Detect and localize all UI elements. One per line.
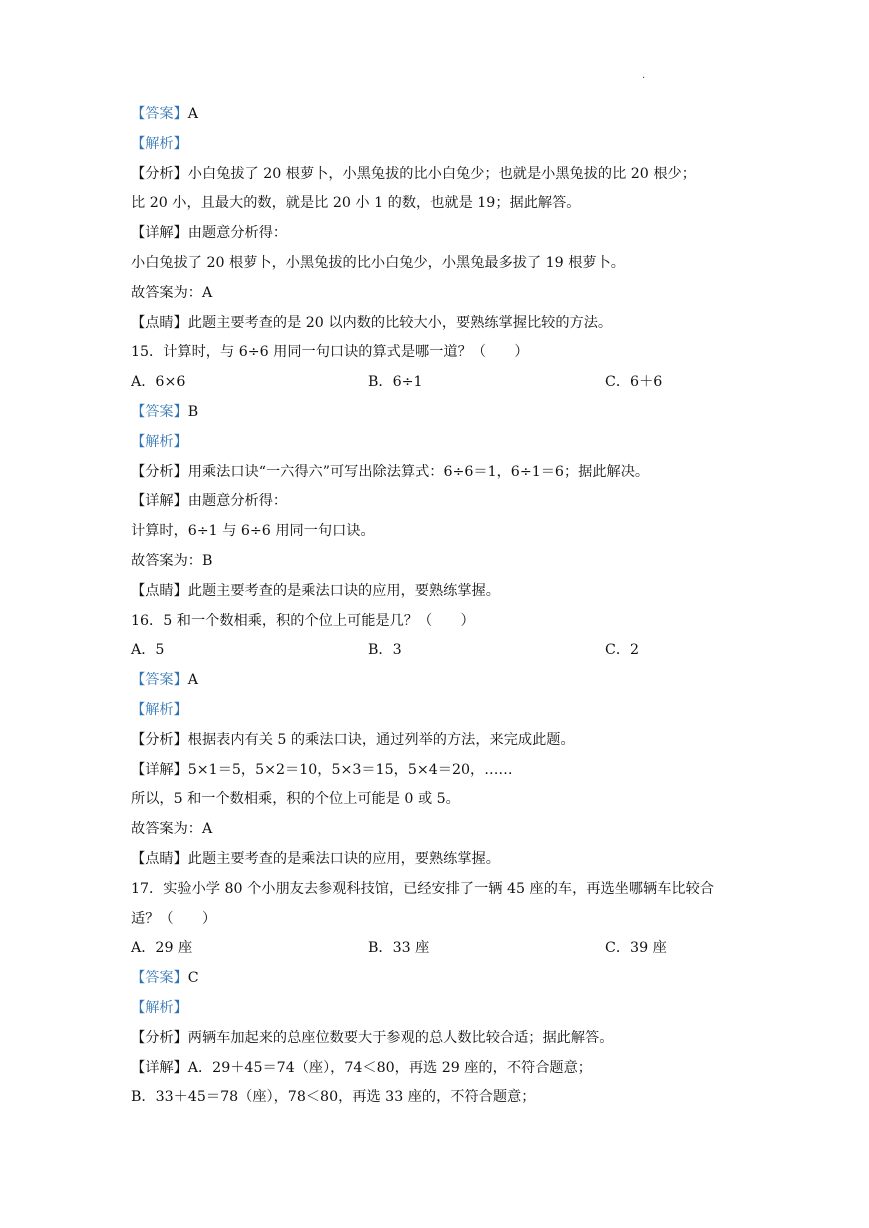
option-c: C．6＋6 xyxy=(605,374,663,391)
line-text: A xyxy=(187,106,199,122)
options-row xyxy=(131,934,751,964)
options-row xyxy=(131,636,751,666)
answer-tag: 【答案】 xyxy=(131,970,188,987)
text-line: B．33＋45＝78（座），78＜80，再选 33 座的，不符合题意； xyxy=(131,1089,536,1106)
analysis-tag: 【解析】 xyxy=(131,433,188,450)
option-a: A．5 xyxy=(131,642,165,659)
line-text: A xyxy=(187,672,199,689)
text-line: 【分析】小白兔拔了 20 根萝卜，小黑兔拔的比小白兔少；也就是小黑兔拔的比 20 根少； xyxy=(131,165,696,182)
text-line: 所以，5 和一个数相乘，积的个位上可能是 0 或 5。 xyxy=(131,791,460,808)
text-line: 【详解】由题意分析得： xyxy=(131,225,288,242)
text-line: 15．计算时，与 6÷6 用同一句口诀的算式是哪一道？（ ） xyxy=(131,344,529,361)
page-mark: . xyxy=(642,70,646,81)
answer-line xyxy=(131,398,751,428)
text-line: 计算时，6÷1 与 6÷6 用同一句口诀。 xyxy=(131,523,375,540)
option-c: C．39 座 xyxy=(605,940,667,957)
answer-tag: 【答案】 xyxy=(131,106,188,122)
line-text: C xyxy=(187,970,199,987)
answer-line xyxy=(131,100,751,130)
analysis-heading xyxy=(131,994,751,1024)
answer-line xyxy=(131,666,751,696)
option-c: C．2 xyxy=(605,642,640,659)
text-line: 【分析】两辆车加起来的总座位数要大于参观的总人数比较合适；据此解答。 xyxy=(131,1029,614,1046)
option-b: B．3 xyxy=(368,642,402,659)
document-body xyxy=(131,100,751,1113)
answer-tag: 【答案】 xyxy=(131,403,188,420)
analysis-heading xyxy=(131,696,751,726)
analysis-tag: 【解析】 xyxy=(131,135,188,152)
text-line: 【分析】根据表内有关 5 的乘法口诀，通过列举的方法，来完成此题。 xyxy=(131,731,575,748)
text-line: 【详解】A．29＋45＝74（座），74＜80，再选 29 座的，不符合题意； xyxy=(131,1059,592,1076)
text-line: 【点睛】此题主要考查的是乘法口诀的应用，要熟练掌握。 xyxy=(131,850,500,867)
line-text: B xyxy=(187,403,199,420)
text-line: 【点睛】此题主要考查的是 20 以内数的比较大小，要熟练掌握比较的方法。 xyxy=(131,314,613,331)
text-line: 【分析】用乘法口诀“一六得六”可写出除法算式：6÷6＝1，6÷1＝6；据此解决。 xyxy=(131,463,650,480)
text-line: 【详解】由题意分析得： xyxy=(131,493,288,510)
text-line: 比 20 小，且最大的数，就是比 20 小 1 的数，也就是 19；据此解答。 xyxy=(131,195,581,212)
option-b: B．33 座 xyxy=(368,940,430,957)
analysis-heading xyxy=(131,428,751,458)
text-line: 故答案为：A xyxy=(131,284,213,301)
analysis-tag: 【解析】 xyxy=(131,701,188,718)
text-line: 17．实验小学 80 个小朋友去参观科技馆，已经安排了一辆 45 座的车，再选坐哪辆车比较合 xyxy=(131,880,714,897)
text-line: 【点睛】此题主要考查的是乘法口诀的应用，要熟练掌握。 xyxy=(131,582,500,599)
text-line: 【详解】5×1＝5，5×2＝10，5×3＝15，5×4＝20，…… xyxy=(131,761,513,778)
option-a: A．6×6 xyxy=(131,374,186,391)
analysis-tag: 【解析】 xyxy=(131,999,188,1016)
answer-tag: 【答案】 xyxy=(131,672,188,689)
text-line: 适？（ ） xyxy=(131,910,217,927)
text-line: 故答案为：B xyxy=(131,552,213,569)
answer-line xyxy=(131,964,751,994)
option-b: B．6÷1 xyxy=(368,374,423,391)
text-line: 小白兔拔了 20 根萝卜，小黑兔拔的比小白兔少，小黑兔最多拔了 19 根萝卜。 xyxy=(131,254,625,271)
options-row xyxy=(131,368,751,398)
option-a: A．29 座 xyxy=(131,940,193,957)
text-line: 故答案为：A xyxy=(131,821,213,838)
text-line: 16．5 和一个数相乘，积的个位上可能是几？（ ） xyxy=(131,612,475,629)
analysis-heading xyxy=(131,130,751,160)
